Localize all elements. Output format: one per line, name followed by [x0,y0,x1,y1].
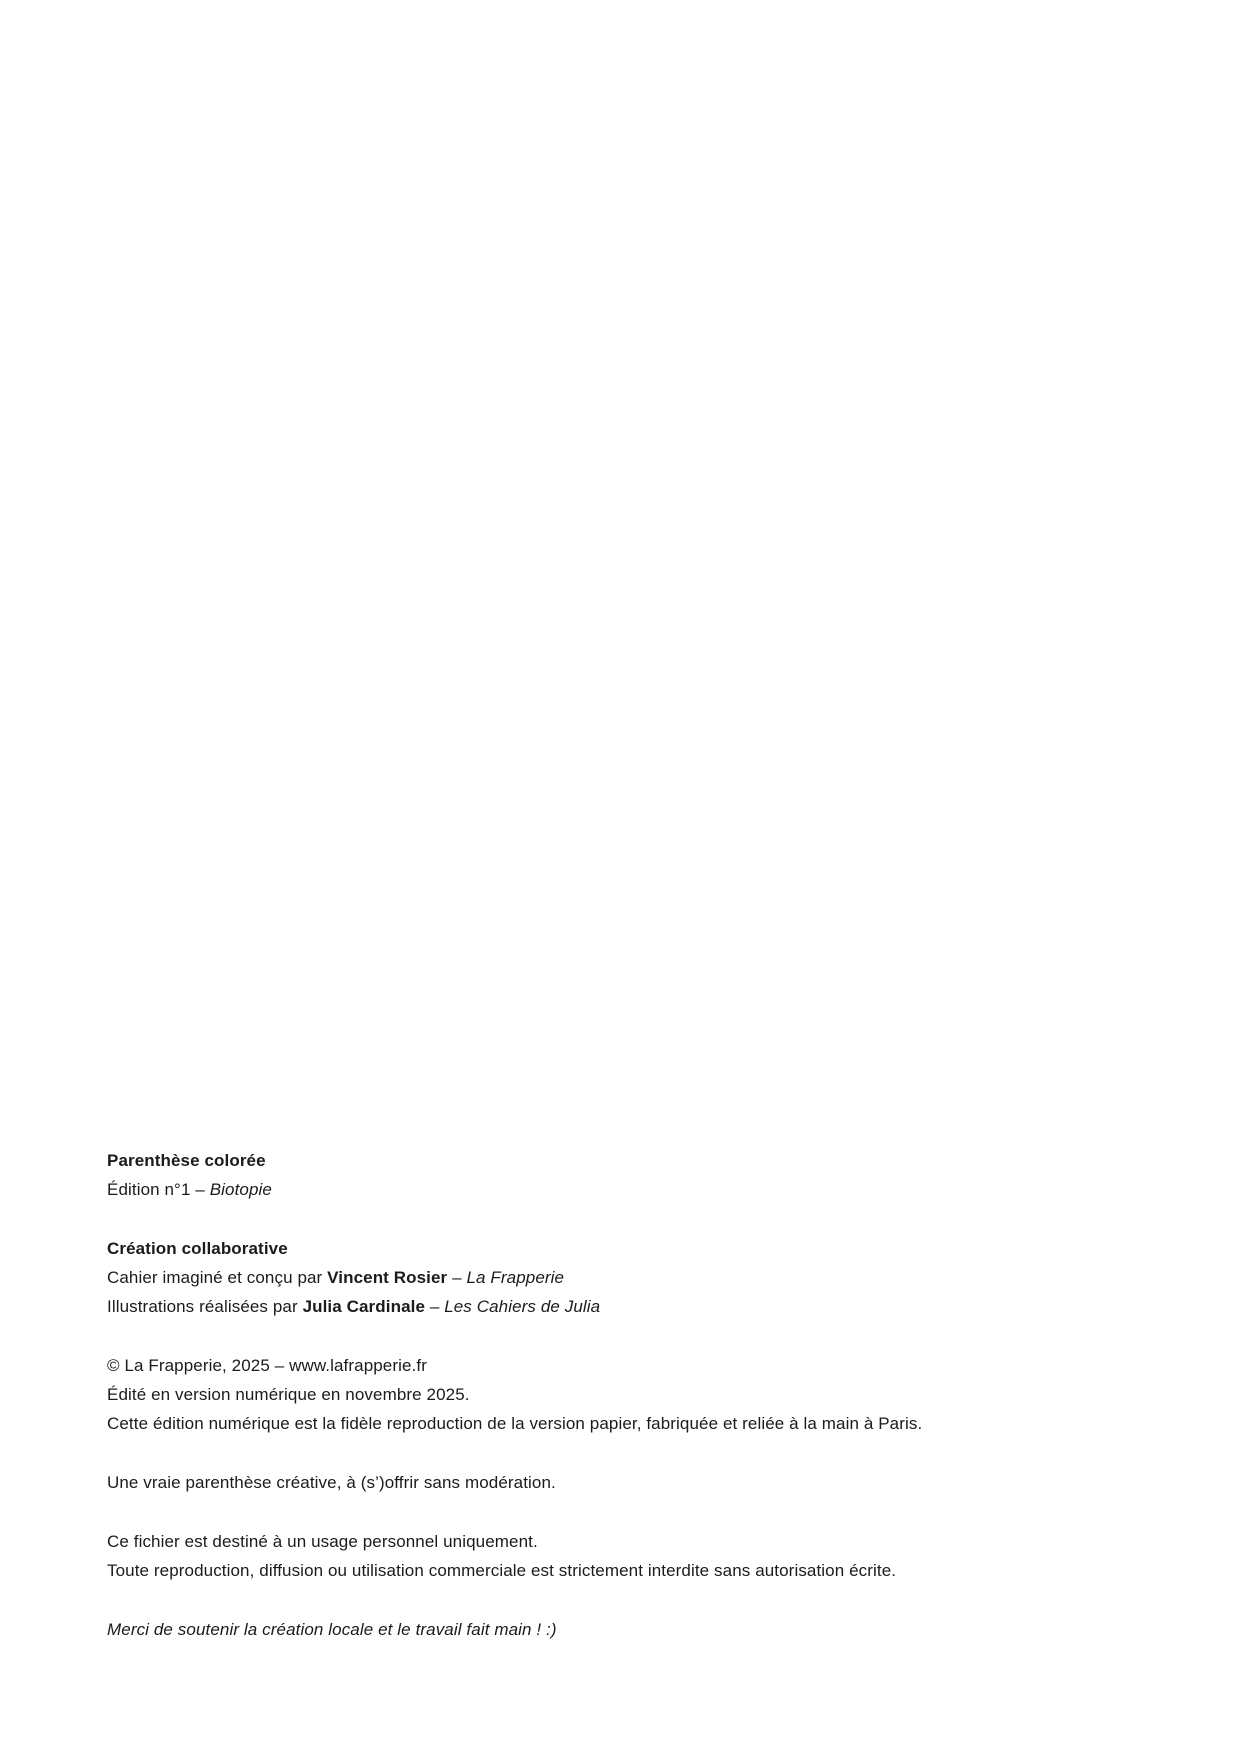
tagline-block [107,1468,1207,1497]
text-run: Ce fichier est destiné à un usage personnel uniquement. [107,1532,538,1551]
text-run: Parenthèse colorée [107,1151,266,1170]
text-run: Vincent Rosier [327,1268,448,1287]
text-line [107,1380,1207,1409]
text-line [107,1409,1207,1438]
text-line [107,1263,1207,1292]
text-run: © La Frapperie, 2025 – www.lafrapperie.fr [107,1356,427,1375]
edition-block [107,1351,1207,1438]
text-line [107,1175,1207,1204]
text-run: Cette édition numérique est la fidèle reproduction de la version papier, fabriquée et reliée à la main à Paris. [107,1414,923,1433]
text-run: Une vraie parenthèse créative, à (s’)offrir sans modération. [107,1473,556,1492]
thanks-block [107,1615,1207,1644]
text-line [107,1234,1207,1263]
credits-block [107,1234,1207,1321]
text-run: La Frapperie [466,1268,565,1287]
text-run: – [425,1297,445,1316]
text-line [107,1292,1207,1321]
text-run: Création collaborative [107,1239,288,1258]
text-line [107,1468,1207,1497]
text-line [107,1146,1207,1175]
text-line [107,1351,1207,1380]
text-run: Édité en version numérique en novembre 2025. [107,1385,470,1404]
text-run: Julia Cardinale [302,1297,425,1316]
text-run: Biotopie [209,1180,272,1199]
title-block [107,1146,1207,1204]
text-run: – [447,1268,467,1287]
text-run: Toute reproduction, diffusion ou utilisation commerciale est strictement interdite sans autorisation écrite. [107,1561,897,1580]
text-run: Édition n°1 – [107,1180,210,1199]
text-line [107,1556,1207,1585]
text-line [107,1527,1207,1556]
text-run: Les Cahiers de Julia [444,1297,601,1316]
colophon-text-block [107,1146,1207,1644]
text-run: Merci de soutenir la création locale et le travail fait main ! :) [107,1620,557,1639]
text-run: Illustrations réalisées par [107,1297,303,1316]
text-run: Cahier imaginé et conçu par [107,1268,328,1287]
text-line [107,1615,1207,1644]
usage-block [107,1527,1207,1585]
